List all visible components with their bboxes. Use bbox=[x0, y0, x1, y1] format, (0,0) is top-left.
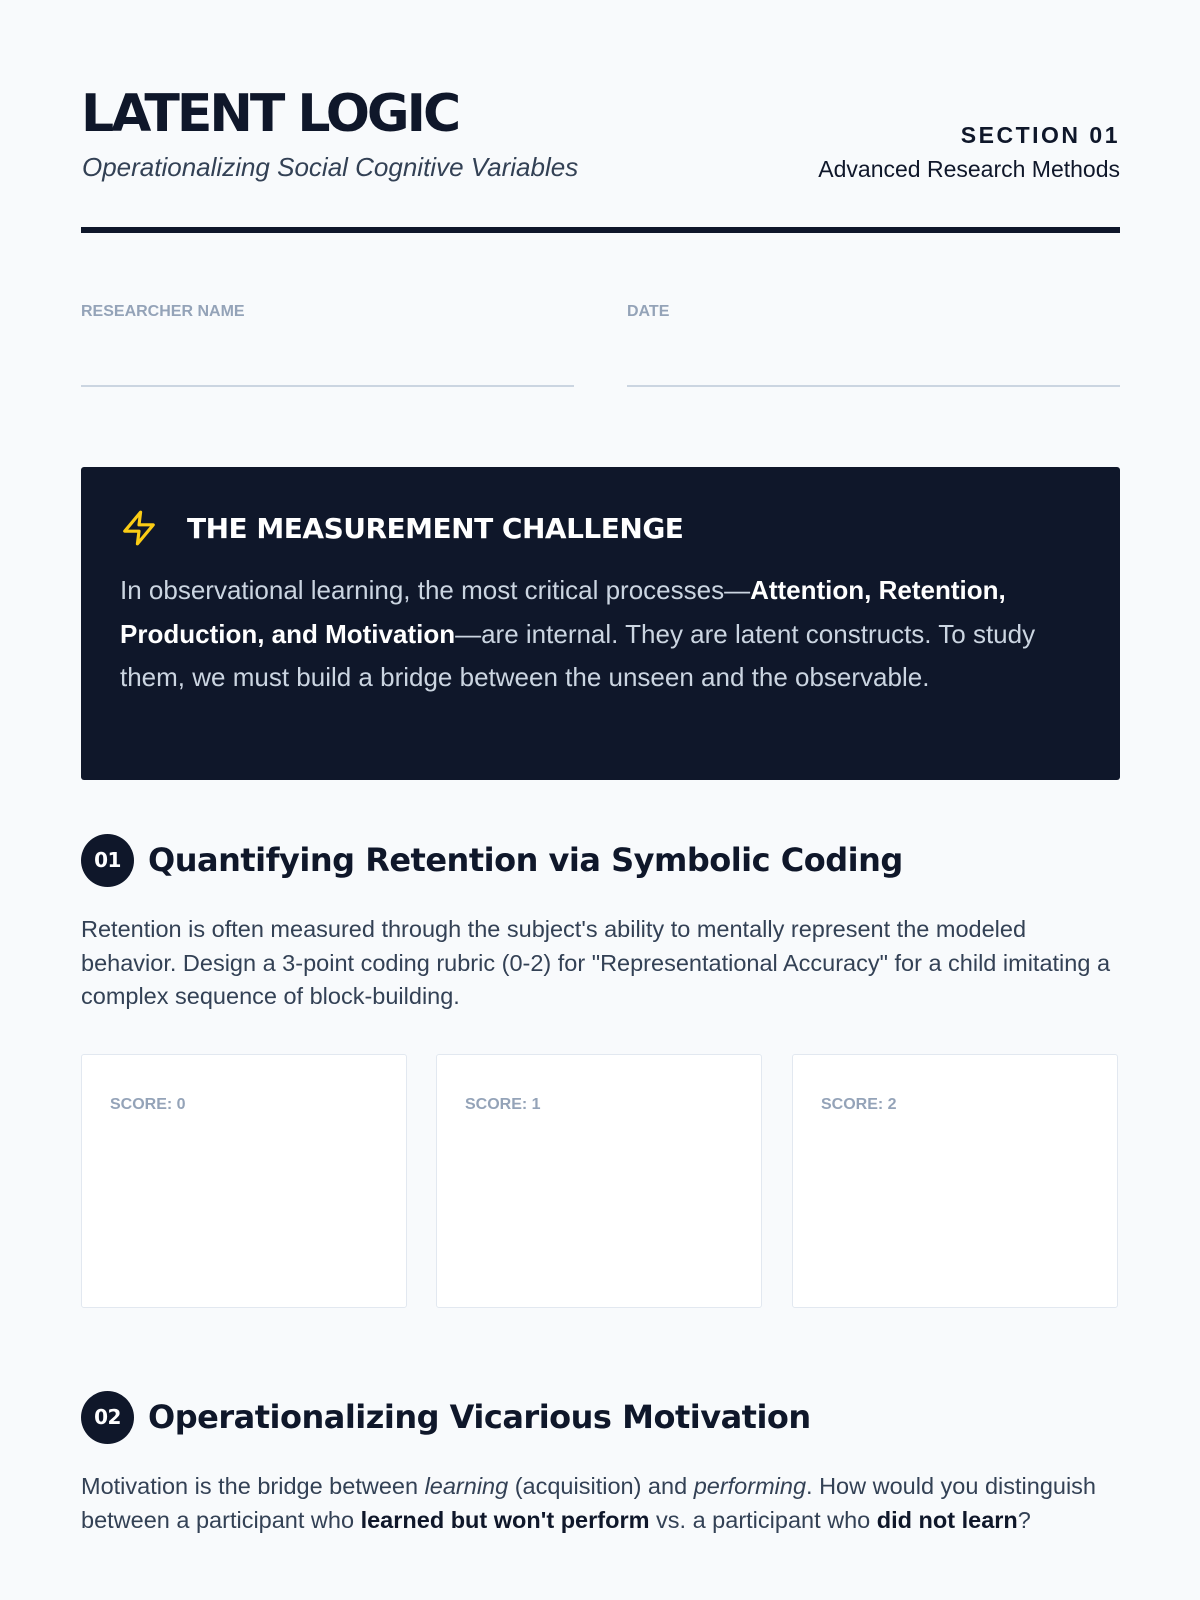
q2-text-part-4: vs. a participant who bbox=[649, 1506, 877, 1533]
lightning-bolt-icon bbox=[120, 509, 158, 547]
researcher-name-field[interactable] bbox=[81, 300, 574, 387]
question-2-number-badge: 02 bbox=[81, 1391, 134, 1444]
rubric-score-2-label: SCORE: 2 bbox=[821, 1096, 897, 1113]
question-2-prompt bbox=[81, 1470, 1120, 1537]
q2-emphasis-learning: learning bbox=[424, 1473, 509, 1499]
question-2-title: Operationalizing Vicarious Motivation bbox=[148, 1398, 811, 1436]
challenge-title: THE MEASUREMENT CHALLENGE bbox=[187, 512, 684, 545]
q2-bold-did-not-learn: did not learn bbox=[876, 1506, 1018, 1533]
rubric-score-2-box[interactable] bbox=[792, 1054, 1118, 1308]
q2-text-part-3: . How would you distinguish between a participant who bbox=[81, 1473, 1097, 1533]
question-1-number-badge: 01 bbox=[81, 834, 134, 887]
researcher-name-line bbox=[81, 385, 574, 387]
page-title: LATENT LOGIC bbox=[81, 84, 459, 144]
date-line bbox=[627, 385, 1120, 387]
header-divider bbox=[81, 227, 1120, 233]
date-label: DATE bbox=[627, 303, 670, 320]
date-field[interactable] bbox=[627, 300, 1120, 387]
question-2-heading bbox=[81, 1391, 1120, 1445]
worksheet-header bbox=[81, 84, 1120, 234]
section-number: SECTION 01 bbox=[960, 122, 1120, 148]
q2-text-part-5: ? bbox=[1017, 1506, 1031, 1533]
rubric-score-1-box[interactable] bbox=[436, 1054, 762, 1308]
rubric-score-0-label: SCORE: 0 bbox=[110, 1096, 186, 1113]
challenge-text bbox=[120, 569, 1090, 700]
q2-bold-learned-wont-perform: learned but won't perform bbox=[360, 1506, 650, 1533]
section-meta bbox=[818, 120, 1120, 184]
q2-text-part-2: (acquisition) and bbox=[508, 1473, 694, 1499]
rubric-score-1-label: SCORE: 1 bbox=[465, 1096, 541, 1113]
q2-emphasis-performing: performing bbox=[693, 1473, 807, 1499]
question-1-title: Quantifying Retention via Symbolic Coding bbox=[148, 841, 903, 879]
challenge-text-intro: In observational learning, the most critical processes— bbox=[120, 575, 751, 605]
researcher-name-label: RESEARCHER NAME bbox=[81, 303, 245, 320]
question-1-prompt: Retention is often measured through the subject's ability to mentally represent the modeled behavior. Design a 3-point coding rubric (0-2) for "Representational Accuracy" for a child imitating a complex sequence of block-building. bbox=[81, 916, 1111, 1009]
q2-text-part-1: Motivation is the bridge between bbox=[81, 1473, 425, 1499]
question-1-heading bbox=[81, 834, 1120, 888]
course-name: Advanced Research Methods bbox=[818, 156, 1120, 182]
measurement-challenge-box bbox=[81, 467, 1120, 780]
challenge-text-rest: —are internal. They are latent constructs. To study them, we must build a bridge between the unseen and the observable. bbox=[120, 618, 1036, 692]
page-subtitle: Operationalizing Social Cognitive Variables bbox=[82, 152, 579, 182]
rubric-score-0-box[interactable] bbox=[81, 1054, 407, 1308]
challenge-text-processes: Attention, Retention, Production, and Motivation bbox=[120, 575, 1006, 649]
